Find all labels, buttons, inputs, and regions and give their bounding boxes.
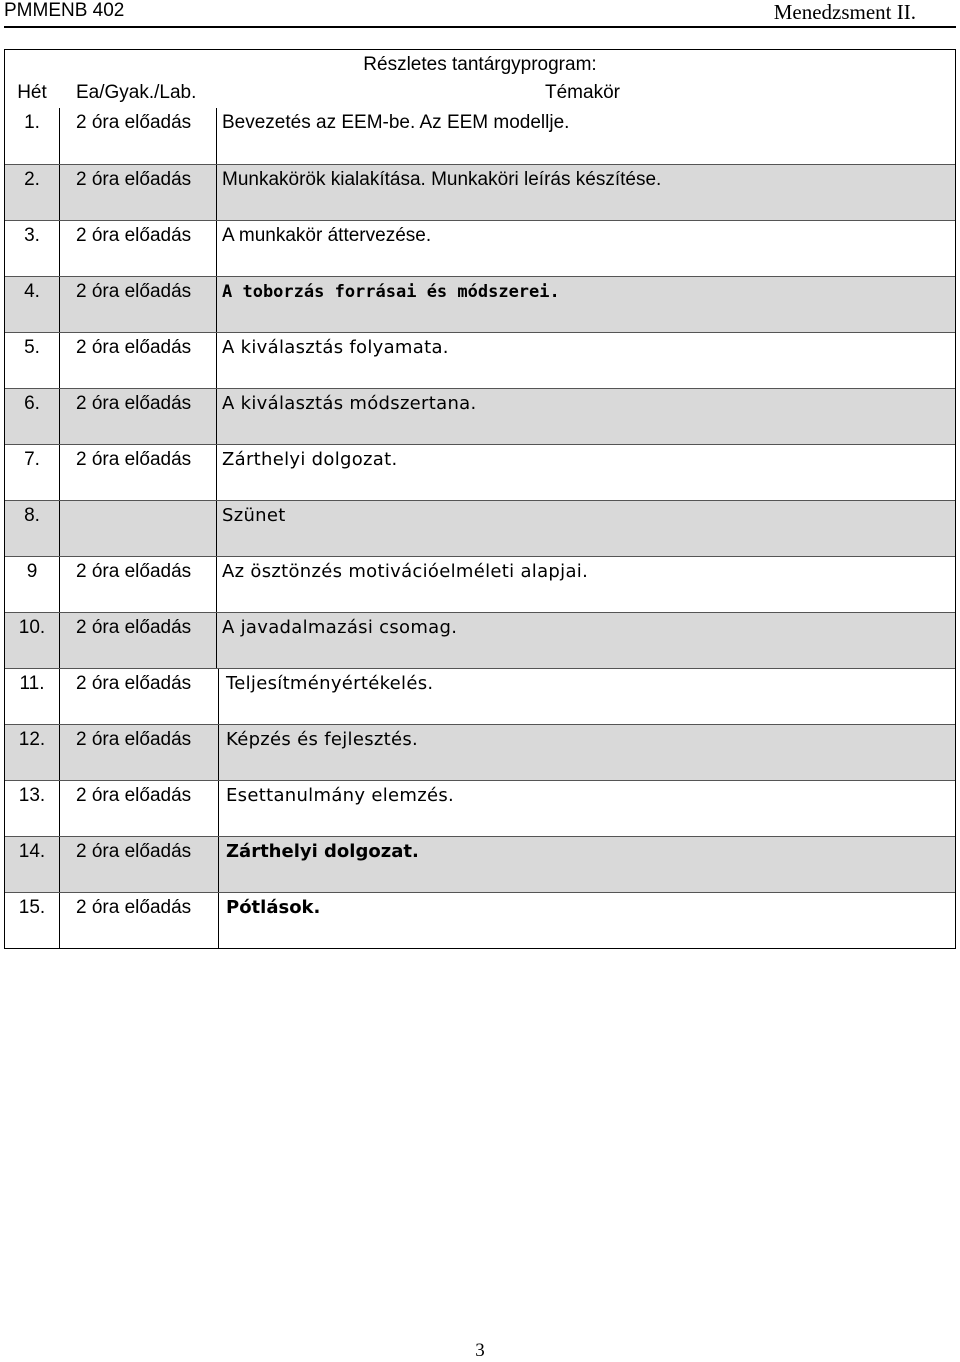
table-row [5, 220, 955, 276]
table-row [5, 892, 955, 948]
column-divider [216, 501, 217, 556]
week-cell: 1. [24, 112, 40, 133]
header-rule [4, 26, 956, 28]
week-cell: 8. [24, 505, 40, 526]
column-divider [59, 557, 60, 612]
type-cell: 2 óra előadás [76, 841, 192, 862]
table-row [5, 836, 955, 892]
topic-cell: A toborzás forrásai és módszerei. [222, 282, 560, 302]
topic-cell: A kiválasztás folyamata. [222, 337, 449, 358]
column-divider [218, 837, 219, 892]
week-cell: 3. [24, 225, 40, 246]
column-divider [218, 725, 219, 780]
table-row [5, 500, 955, 556]
topic-cell: A javadalmazási csomag. [222, 617, 458, 638]
type-cell: 2 óra előadás [76, 897, 192, 918]
week-cell: 2. [24, 169, 40, 190]
topic-cell: Munkakörök kialakítása. Munkaköri leírás készítése. [222, 169, 662, 190]
type-cell: 2 óra előadás [76, 729, 192, 750]
table-row [5, 108, 955, 164]
column-divider [59, 333, 60, 388]
type-cell: 2 óra előadás [76, 281, 192, 302]
column-divider [59, 108, 60, 164]
column-divider [59, 669, 60, 724]
topic-cell: Esettanulmány elemzés. [226, 785, 455, 806]
topic-cell: Szünet [222, 505, 286, 526]
column-divider [216, 277, 217, 332]
week-cell: 13. [18, 785, 46, 806]
header-course-title: Menedzsment II. [773, 0, 916, 24]
topic-cell: Zárthelyi dolgozat. [222, 449, 398, 470]
column-divider [216, 557, 217, 612]
week-cell: 9 [26, 561, 38, 582]
type-cell: 2 óra előadás [76, 337, 192, 358]
column-divider [216, 221, 217, 276]
table-header-row [5, 80, 955, 108]
column-divider [59, 165, 60, 220]
table-row [5, 724, 955, 780]
table-row [5, 332, 955, 388]
type-cell: 2 óra előadás [76, 112, 192, 133]
type-cell: 2 óra előadás [76, 673, 192, 694]
topic-cell: A munkakör áttervezése. [222, 225, 432, 246]
column-divider [216, 108, 217, 164]
week-cell: 15. [18, 897, 46, 918]
topic-cell: Bevezetés az EEM-be. Az EEM modellje. [222, 112, 570, 133]
table-row [5, 444, 955, 500]
table-title: Részletes tantárgyprogram: [363, 54, 597, 75]
column-divider [218, 893, 219, 948]
week-cell: 5. [24, 337, 40, 358]
topic-cell: Az ösztönzés motivációelméleti alapjai. [222, 561, 589, 582]
week-cell: 10. [18, 617, 46, 638]
column-divider [59, 221, 60, 276]
table-row [5, 164, 955, 220]
column-divider [59, 501, 60, 556]
week-cell: 7. [24, 449, 40, 470]
column-divider [59, 781, 60, 836]
topic-cell: Zárthelyi dolgozat. [226, 841, 419, 862]
type-cell: 2 óra előadás [76, 393, 192, 414]
column-divider [59, 613, 60, 668]
column-header-topic: Témakör [545, 82, 620, 103]
column-divider [216, 445, 217, 500]
week-cell: 14. [18, 841, 46, 862]
page-number: 3 [475, 1340, 485, 1361]
type-cell: 2 óra előadás [76, 617, 192, 638]
topic-cell: Képzés és fejlesztés. [226, 729, 419, 750]
column-header-type: Ea/Gyak./Lab. [76, 82, 197, 103]
syllabus-table [4, 49, 956, 949]
table-row [5, 612, 955, 668]
type-cell: 2 óra előadás [76, 449, 192, 470]
table-row [5, 668, 955, 724]
table-row [5, 780, 955, 836]
column-divider [216, 613, 217, 668]
column-divider [59, 277, 60, 332]
week-cell: 4. [24, 281, 40, 302]
column-header-week: Hét [17, 82, 47, 103]
column-divider [218, 669, 219, 724]
topic-cell: A kiválasztás módszertana. [222, 393, 477, 414]
type-cell: 2 óra előadás [76, 169, 192, 190]
column-divider [59, 445, 60, 500]
type-cell: 2 óra előadás [76, 785, 192, 806]
type-cell: 2 óra előadás [76, 225, 192, 246]
column-divider [59, 725, 60, 780]
column-divider [59, 389, 60, 444]
table-row [5, 556, 955, 612]
type-cell: 2 óra előadás [76, 561, 192, 582]
column-divider [216, 165, 217, 220]
table-row [5, 388, 955, 444]
column-divider [216, 389, 217, 444]
table-title-row [5, 50, 955, 80]
column-divider [59, 893, 60, 948]
column-divider [59, 837, 60, 892]
topic-cell: Pótlások. [226, 897, 321, 918]
header-course-code: PMMENB 402 [4, 0, 125, 21]
week-cell: 6. [24, 393, 40, 414]
week-cell: 11. [19, 673, 45, 694]
table-row [5, 276, 955, 332]
column-divider [218, 781, 219, 836]
column-divider [216, 333, 217, 388]
topic-cell: Teljesítményértékelés. [226, 673, 434, 694]
week-cell: 12. [18, 729, 46, 750]
